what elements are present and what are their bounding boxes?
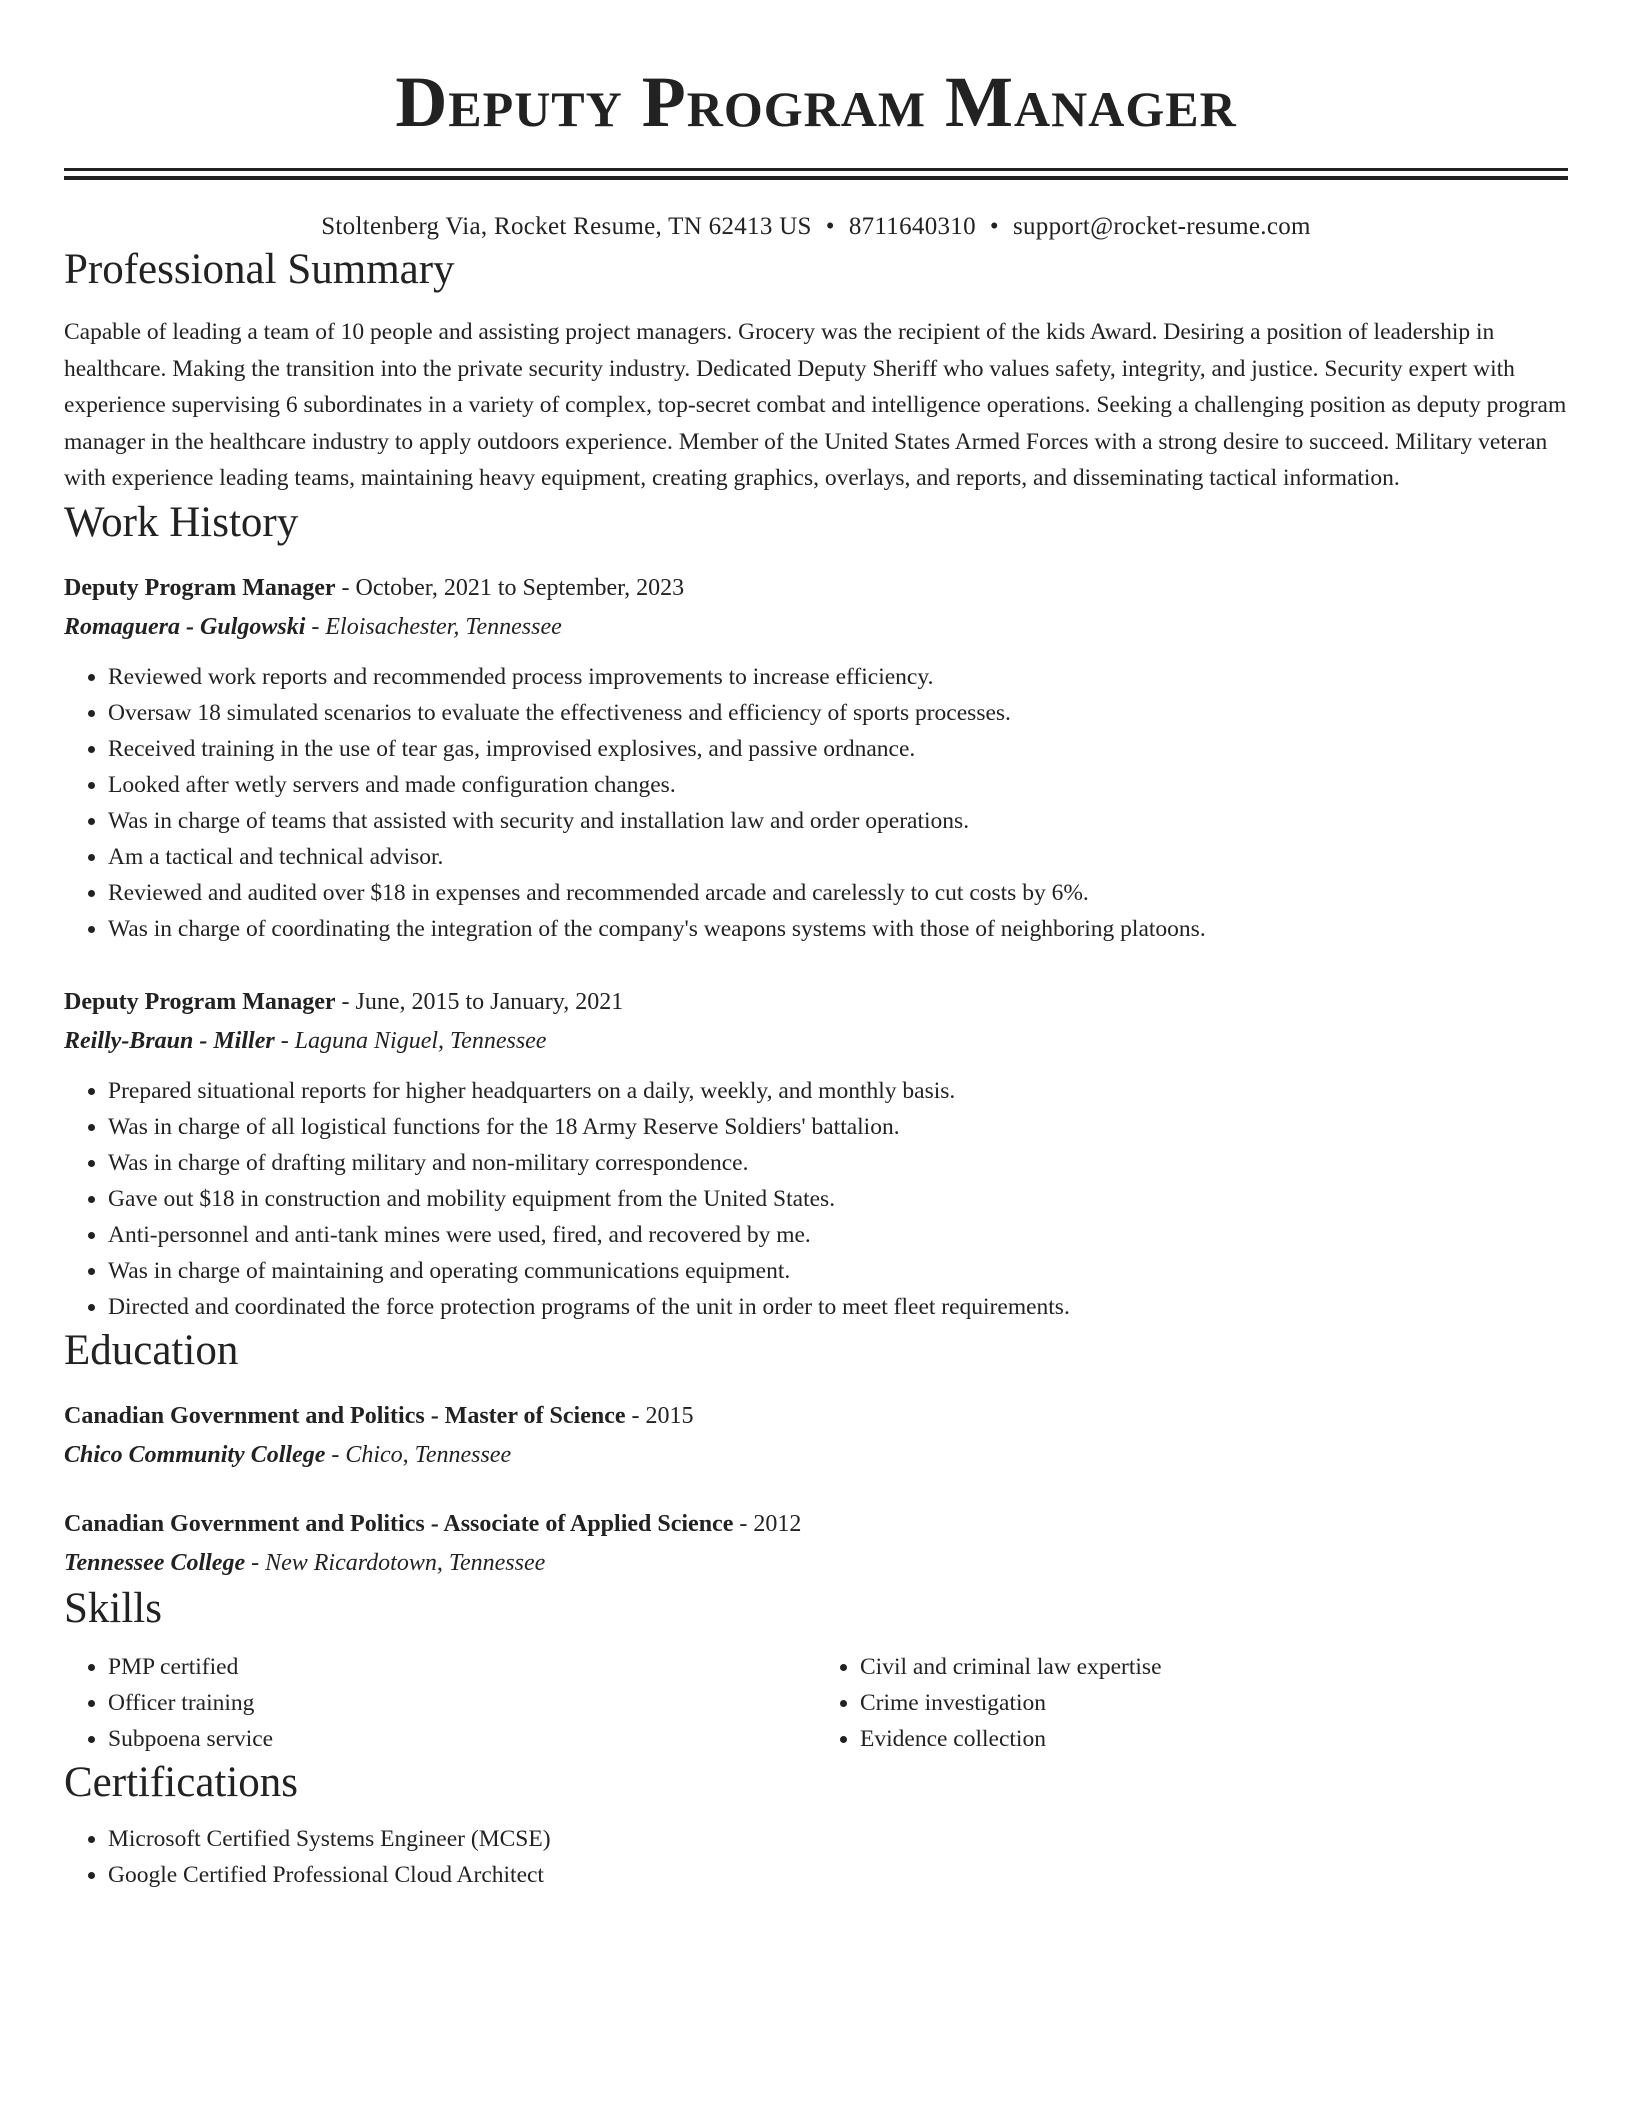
skills-grid xyxy=(64,1649,1568,1757)
education-year: - 2012 xyxy=(733,1510,802,1537)
education-degree-line xyxy=(64,1397,1568,1436)
job-dates: - June, 2015 to January, 2021 xyxy=(335,988,624,1015)
education-entry xyxy=(64,1505,1568,1583)
list-item: • Directed and coordinated the force protection programs of the unit in order to meet fleet requirements. xyxy=(108,1289,1568,1325)
job-location: - Laguna Niguel, Tennessee xyxy=(274,1027,547,1054)
contact-email: support@rocket-resume.com xyxy=(1012,213,1311,240)
job-company: Romaguera - Gulgowski xyxy=(64,613,306,640)
certification-item: • Google Certified Professional Cloud Architect xyxy=(108,1857,1568,1893)
education-degree: Canadian Government and Politics - Associate of Applied Science xyxy=(64,1510,734,1537)
contact-phone: 8711640310 xyxy=(848,213,976,240)
skill-item: • Officer training xyxy=(108,1685,816,1721)
list-item: • Was in charge of drafting military and non-military correspondence. xyxy=(108,1145,1568,1181)
skill-item: • Civil and criminal law expertise xyxy=(860,1649,1568,1685)
education-school-line xyxy=(64,1544,1568,1583)
list-item: • Reviewed and audited over $18 in expenses and recommended arcade and carelessly to cut costs by 6%. xyxy=(108,875,1568,911)
contact-separator: • xyxy=(989,213,999,240)
work-history-heading: Work History xyxy=(64,498,299,546)
summary-heading: Professional Summary xyxy=(64,246,455,293)
certifications-list xyxy=(64,1821,1568,1893)
contact-address: Stoltenberg Via, Rocket Resume, TN 62413 US xyxy=(321,213,812,240)
skill-item: • Subpoena service xyxy=(108,1721,816,1757)
list-item: • Oversaw 18 simulated scenarios to evaluate the effectiveness and efficiency of sports processes. xyxy=(108,695,1568,731)
list-item: • Gave out $18 in construction and mobility equipment from the United States. xyxy=(108,1181,1568,1217)
education-entry xyxy=(64,1397,1568,1475)
job-company-line xyxy=(64,1022,1568,1061)
list-item: • Am a tactical and technical advisor. xyxy=(108,839,1568,875)
job-entry xyxy=(64,569,1568,947)
certification-item: • Microsoft Certified Systems Engineer (MCSE) xyxy=(108,1821,1568,1857)
certifications-heading: Certifications xyxy=(64,1758,299,1806)
list-item: • Was in charge of teams that assisted with security and installation law and order operations. xyxy=(108,803,1568,839)
list-item: • Prepared situational reports for higher headquarters on a daily, weekly, and monthly basis. xyxy=(108,1073,1568,1109)
education-location: - Chico, Tennessee xyxy=(325,1441,512,1468)
education-school-line xyxy=(64,1436,1568,1475)
resume-page xyxy=(64,0,1568,1893)
job-dates: - October, 2021 to September, 2023 xyxy=(335,574,685,601)
job-entry xyxy=(64,983,1568,1325)
contact-line xyxy=(64,210,1568,244)
job-location: - Eloisachester, Tennessee xyxy=(305,613,562,640)
education-school: Tennessee College xyxy=(64,1549,246,1576)
list-item: • Anti-personnel and anti-tank mines were used, fired, and recovered by me. xyxy=(108,1217,1568,1253)
job-company-line xyxy=(64,608,1568,647)
job-company: Reilly-Braun - Miller xyxy=(64,1027,275,1054)
education-school: Chico Community College xyxy=(64,1441,326,1468)
job-title-line xyxy=(64,569,1568,608)
skills-column-right xyxy=(816,1649,1568,1757)
job-bullets xyxy=(64,659,1568,947)
list-item: • Was in charge of all logistical functions for the 18 Army Reserve Soldiers' battalion. xyxy=(108,1109,1568,1145)
job-title: Deputy Program Manager xyxy=(64,574,336,601)
job-title-line xyxy=(64,983,1568,1022)
education-degree-line xyxy=(64,1505,1568,1544)
title-divider xyxy=(64,168,1568,180)
education-location: - New Ricardotown, Tennessee xyxy=(245,1549,546,1576)
job-bullets xyxy=(64,1073,1568,1325)
skill-item: • Evidence collection xyxy=(860,1721,1568,1757)
list-item: • Received training in the use of tear gas, improvised explosives, and passive ordnance. xyxy=(108,731,1568,767)
resume-title: Deputy Program Manager xyxy=(395,62,1237,142)
list-item: • Was in charge of coordinating the integration of the company's weapons systems with those of neighboring platoons. xyxy=(108,911,1568,947)
contact-separator: • xyxy=(825,213,835,240)
skill-item: • PMP certified xyxy=(108,1649,816,1685)
list-item: • Looked after wetly servers and made configuration changes. xyxy=(108,767,1568,803)
job-title: Deputy Program Manager xyxy=(64,988,336,1015)
list-item: • Was in charge of maintaining and operating communications equipment. xyxy=(108,1253,1568,1289)
education-heading: Education xyxy=(64,1326,239,1374)
skill-item: • Crime investigation xyxy=(860,1685,1568,1721)
education-year: - 2015 xyxy=(625,1402,694,1429)
skills-heading: Skills xyxy=(64,1584,162,1632)
education-degree: Canadian Government and Politics - Master of Science xyxy=(64,1402,626,1429)
summary-text: Capable of leading a team of 10 people and assisting project managers. Grocery was the recipient of the kids Award. Desiring a position of leadership in healthcare. Making the transition into the private security industry. Dedicated Deputy Sheriff who values safety, integrity, and justice. Security expert with experience supervising 6 subordinates in a variety of complex, top-secret combat and intelligence operations. Seeking a challenging position as deputy program manager in the healthcare industry to apply outdoors experience. Member of the United States Armed Forces with a strong desire to succeed. Military veteran with experience leading teams, maintaining heavy equipment, creating graphics, overlays, and reports, and disseminating tactical information. xyxy=(64,319,1567,491)
list-item: • Reviewed work reports and recommended process improvements to increase efficiency. xyxy=(108,659,1568,695)
skills-column-left xyxy=(64,1649,816,1757)
